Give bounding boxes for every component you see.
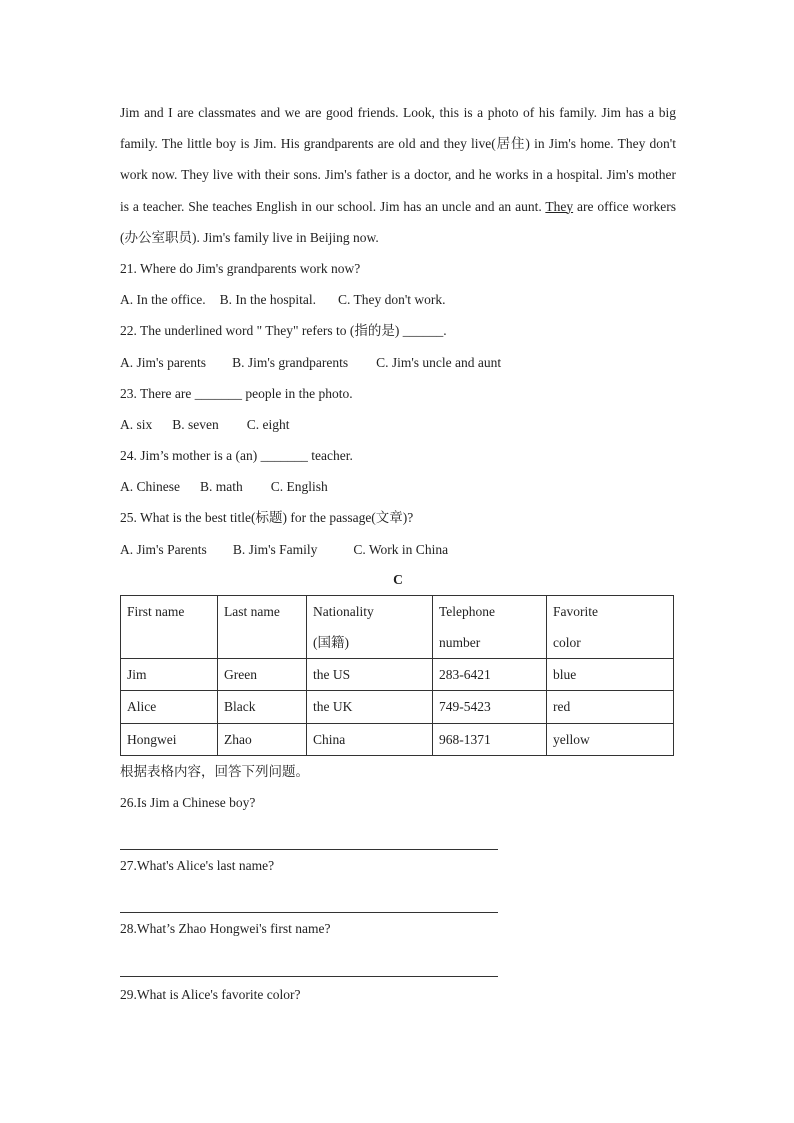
section-c-instruction: 根据表格内容，回答下列问题。 <box>120 763 309 779</box>
options-row <box>120 284 676 315</box>
cell: yellow <box>547 723 674 755</box>
option-a: A. Jim's Parents <box>120 541 207 557</box>
options-row <box>120 471 676 502</box>
option-c: C. Jim's uncle and aunt <box>376 354 502 370</box>
question-text: 24. Jim’s mother is a (an) _______ teacher. <box>120 448 353 464</box>
cell: Black <box>218 691 307 723</box>
cell: China <box>307 723 433 755</box>
underlined-word: They <box>545 198 574 214</box>
option-a: A. six <box>120 416 153 432</box>
passage-line-5: (办公室职员). Jim's family live in Beijing now. <box>120 229 379 245</box>
question-text: 25. What is the best title(标题) for the passage(文章)? <box>120 510 414 526</box>
option-b: B. math <box>200 479 243 495</box>
cell: the US <box>307 659 433 691</box>
header-last-name: Last name <box>218 595 307 658</box>
question-text: 23. There are _______ people in the photo. <box>120 385 353 401</box>
cell: Jim <box>121 659 218 691</box>
answer-line-28[interactable] <box>120 945 498 977</box>
question-26: 26.Is Jim a Chinese boy? <box>120 795 256 811</box>
answer-line-26[interactable] <box>120 818 498 850</box>
question-25 <box>120 502 676 564</box>
reading-passage <box>120 97 676 253</box>
passage-line-4-start: is a teacher. She teaches English in our school. Jim has an uncle and an aunt. <box>120 198 546 214</box>
question-24 <box>120 440 676 502</box>
question-21 <box>120 253 676 315</box>
option-c: C. eight <box>246 416 290 432</box>
question-23 <box>120 378 676 440</box>
answer-line-27[interactable] <box>120 881 498 913</box>
question-text: 21. Where do Jim's grandparents work now? <box>120 260 361 276</box>
question-29: 29.What is Alice's favorite color? <box>120 986 301 1002</box>
cell: Alice <box>121 691 218 723</box>
option-b: B. seven <box>172 416 219 432</box>
option-a: A. Chinese <box>120 479 180 495</box>
options-row <box>120 347 676 378</box>
option-a: A. Jim's parents <box>120 354 207 370</box>
option-c: C. They don't work. <box>337 292 446 308</box>
table-row <box>121 723 674 755</box>
passage-line-4 <box>120 191 676 222</box>
question-text: 22. The underlined word " They" refers to (指的是) ______. <box>120 323 447 339</box>
cell: 283-6421 <box>433 659 547 691</box>
cell: red <box>547 691 674 723</box>
cell: blue <box>547 659 674 691</box>
cell: Green <box>218 659 307 691</box>
question-28: 28.What’s Zhao Hongwei's first name? <box>120 921 331 937</box>
header-favorite-color: Favorite color <box>547 595 674 658</box>
passage-line-1: Jim and I are classmates and we are good friends. Look, this is a photo of his family. Jim has a big <box>120 105 676 120</box>
option-c: C. Work in China <box>353 541 449 557</box>
cell: 968-1371 <box>433 723 547 755</box>
table-row <box>121 659 674 691</box>
passage-line-4-end: are office workers <box>573 198 676 214</box>
option-c: C. English <box>270 479 328 495</box>
header-first-name: First name <box>121 595 218 658</box>
cell: Zhao <box>218 723 307 755</box>
table-header-row <box>121 595 674 658</box>
option-b: B. In the hospital. <box>219 292 316 308</box>
cell: 749-5423 <box>433 691 547 723</box>
question-22 <box>120 315 676 377</box>
cell: the UK <box>307 691 433 723</box>
worksheet-page <box>120 97 676 1010</box>
passage-line-2: family. The little boy is Jim. His grandparents are old and they live(居住) in Jim's home. They don't <box>120 136 676 152</box>
option-b: B. Jim's grandparents <box>232 354 349 370</box>
option-a: A. In the office. <box>120 292 206 308</box>
passage-line-3: work now. They live with their sons. Jim's father is a doctor, and he works in a hospital. Jim's mother <box>120 167 676 183</box>
question-27: 27.What's Alice's last name? <box>120 858 275 874</box>
info-table <box>120 595 674 756</box>
options-row <box>120 409 676 440</box>
table-row <box>121 691 674 723</box>
options-row <box>120 534 676 565</box>
section-c-title: C <box>393 571 403 587</box>
option-b: B. Jim's Family <box>232 541 318 557</box>
header-nationality: Nationality (国籍) <box>307 595 433 658</box>
header-telephone: Telephone number <box>433 595 547 658</box>
cell: Hongwei <box>121 723 218 755</box>
